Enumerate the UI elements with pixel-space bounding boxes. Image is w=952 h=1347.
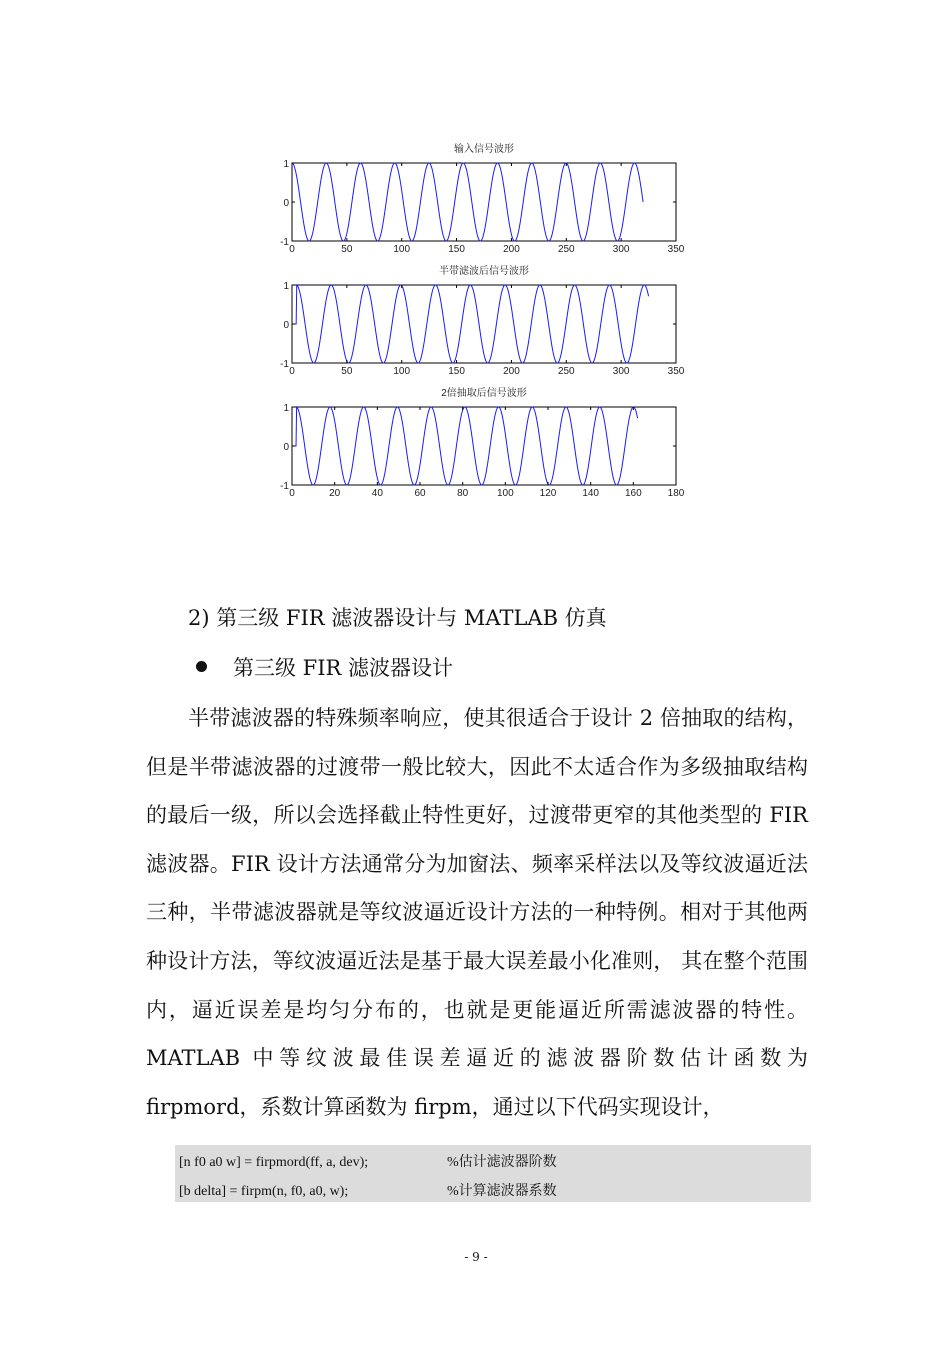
- x-tick-label: 250: [557, 366, 575, 377]
- bullet-item: [196, 652, 453, 682]
- x-tick-label: 40: [371, 488, 383, 499]
- x-tick-label: 250: [557, 244, 575, 255]
- x-tick-label: 300: [612, 244, 630, 255]
- x-tick-label: 200: [503, 244, 520, 255]
- bullet-icon: [196, 661, 207, 672]
- x-tick-label: 50: [341, 366, 353, 377]
- y-tick-label: -1: [280, 237, 289, 248]
- series-line: [292, 163, 643, 241]
- x-tick-label: 0: [289, 244, 295, 255]
- plot-frame: [292, 407, 676, 485]
- code-block: [175, 1145, 811, 1202]
- signal-waveform-figure: [270, 130, 700, 510]
- y-ticks: [280, 403, 676, 492]
- x-tick-label: 80: [457, 488, 469, 499]
- x-tick-label: 50: [341, 244, 353, 255]
- x-tick-label: 0: [289, 366, 295, 377]
- section-heading: 2) 第三级 FIR 滤波器设计与 MATLAB 仿真: [188, 606, 607, 630]
- plot-frame: [292, 163, 676, 241]
- y-tick-label: 0: [283, 442, 289, 453]
- x-tick-label: 350: [667, 366, 685, 377]
- x-tick-label: 180: [667, 488, 685, 499]
- code-comment: %计算滤波器系数: [447, 1184, 557, 1199]
- y-tick-label: 1: [283, 159, 289, 170]
- chart-title: 2倍抽取后信号波形: [441, 388, 527, 399]
- x-tick-label: 60: [414, 488, 426, 499]
- x-tick-label: 120: [539, 488, 557, 499]
- x-tick-label: 350: [667, 244, 685, 255]
- chart-halfband-filtered-signal: [280, 264, 685, 377]
- code-command: [n f0 a0 w] = firpmord(ff, a, dev);: [179, 1155, 369, 1170]
- chart-input-signal: [280, 142, 685, 255]
- x-tick-label: 150: [448, 366, 465, 377]
- y-tick-label: 0: [283, 320, 289, 331]
- series-line: [292, 407, 638, 485]
- x-tick-label: 20: [329, 488, 341, 499]
- bullet-text: 第三级 FIR 滤波器设计: [233, 656, 454, 680]
- paragraph-text: 半带滤波器的特殊频率响应，使其很适合于设计 2 倍抽取的结构，但是半带滤波器的过渡带一般比较大，因此不太适合作为多级抽取结构的最后一级，所以会选择截止特性更好，过渡带更窄的其他类型的 FIR 滤波器。FIR 设计方法通常分为加窗法、频率采样法以及等纹波逼近法三种，半带滤波器就是等纹波逼近设计方法的一种特例。相对于其他两种设计方法，等纹波逼近法是基于最大误差最小化准则， 其在整个范围内，逼近误差是均匀分布的，也就是更能逼近所需滤波器的特性。MATLAB 中等纹波最佳误差逼近的滤波器阶数估计函数为 firpmord，系数计算函数为 firpm，通过以下代码实现设计，: [146, 706, 808, 1119]
- y-tick-label: 1: [283, 403, 289, 414]
- x-tick-label: 100: [393, 244, 411, 255]
- code-command: [b delta] = firpm(n, f0, a0, w);: [179, 1184, 349, 1199]
- body-paragraph: [146, 694, 808, 1131]
- x-tick-label: 100: [393, 366, 411, 377]
- y-ticks: [280, 159, 676, 248]
- y-tick-label: 1: [283, 281, 289, 292]
- chart-title: 输入信号波形: [454, 144, 514, 155]
- y-ticks: [280, 281, 676, 370]
- x-tick-label: 100: [496, 488, 514, 499]
- page-number: - 9 -: [464, 1250, 488, 1264]
- x-tick-label: 0: [289, 488, 295, 499]
- code-line: [179, 1151, 557, 1171]
- x-tick-label: 150: [448, 244, 465, 255]
- y-tick-label: 0: [283, 198, 289, 209]
- series-line: [292, 285, 649, 363]
- code-line: [179, 1180, 557, 1200]
- x-tick-label: 300: [612, 366, 630, 377]
- y-tick-label: -1: [280, 359, 289, 370]
- y-tick-label: -1: [280, 481, 289, 492]
- x-tick-label: 200: [503, 366, 520, 377]
- chart-decimated-signal: [280, 386, 685, 499]
- x-tick-label: 160: [624, 488, 642, 499]
- chart-title: 半带滤波后信号波形: [439, 266, 529, 277]
- x-tick-label: 140: [582, 488, 600, 499]
- code-comment: %估计滤波器阶数: [447, 1155, 557, 1170]
